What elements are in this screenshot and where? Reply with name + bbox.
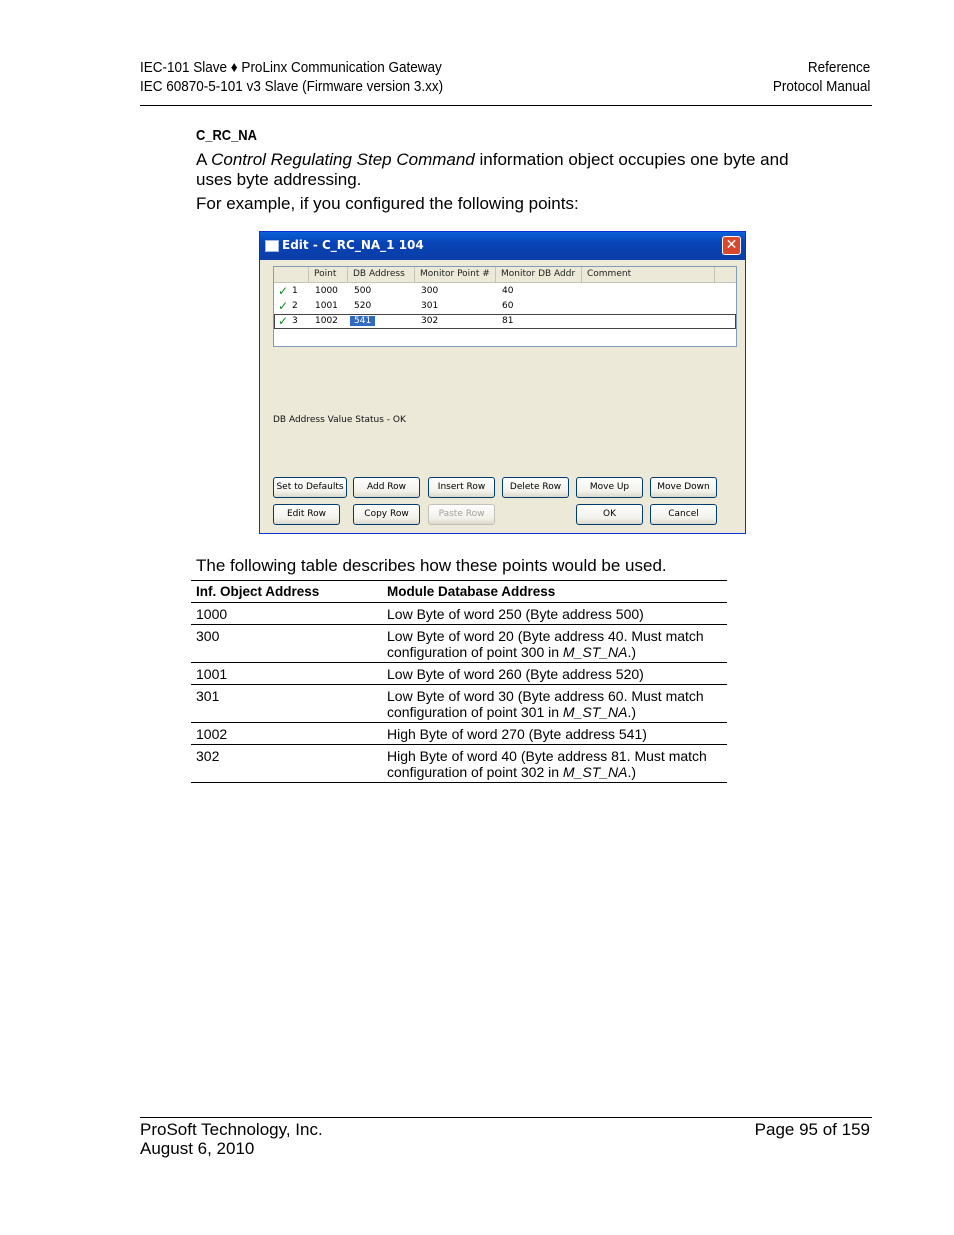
- check-icon: ✓: [278, 284, 289, 298]
- section-title: C_RC_NA: [196, 127, 257, 144]
- cell-monitor-point[interactable]: 300: [421, 286, 439, 296]
- db-address-status: DB Address Value Status - OK: [273, 415, 406, 425]
- cell-db-address[interactable]: 520: [354, 301, 372, 311]
- cell-inf-address: 1000: [196, 606, 228, 622]
- ok-button[interactable]: OK: [576, 504, 643, 525]
- cell-db-address[interactable]: 500: [354, 286, 372, 296]
- close-icon[interactable]: ✕: [722, 236, 741, 255]
- set-defaults-button[interactable]: Set to Defaults: [273, 477, 347, 498]
- table-row: [191, 685, 727, 723]
- cell-module-address: Low Byte of word 30 (Byte address 60. Must match configuration of point 301 in M_ST_NA.): [387, 688, 704, 720]
- table-row: [191, 625, 727, 663]
- grid-header-index: [274, 267, 309, 282]
- row-number: 2: [292, 301, 298, 311]
- cell-inf-address: 302: [196, 748, 220, 764]
- grid-row[interactable]: [274, 284, 736, 299]
- cell-monitor-db-addr[interactable]: 81: [502, 316, 514, 326]
- table-row: [191, 603, 727, 625]
- header-title-line2: IEC 60870-5-101 v3 Slave (Firmware version 3.xx): [140, 78, 444, 95]
- window-icon: [265, 240, 279, 252]
- header-reference: Reference: [807, 59, 870, 76]
- header-manual-name: Protocol Manual: [772, 78, 870, 95]
- table-row: [191, 745, 727, 783]
- header-inf-object-address: Inf. Object Address: [196, 584, 320, 599]
- insert-row-button[interactable]: Insert Row: [428, 477, 495, 498]
- footer-rule: [140, 1117, 872, 1118]
- cell-module-address: Low Byte of word 250 (Byte address 500): [387, 606, 644, 622]
- cancel-button[interactable]: Cancel: [650, 504, 717, 525]
- cell-module-address: Low Byte of word 20 (Byte address 40. Must match configuration of point 300 in M_ST_NA.): [387, 628, 704, 660]
- table-intro: The following table describes how these points would be used.: [196, 556, 667, 575]
- example-text: For example, if you configured the following points:: [196, 194, 579, 213]
- footer-company: ProSoft Technology, Inc.: [140, 1120, 323, 1139]
- grid-header-db-address[interactable]: DB Address: [348, 267, 415, 282]
- move-down-button[interactable]: Move Down: [650, 477, 717, 498]
- cell-db-address-selected[interactable]: [354, 314, 375, 329]
- delete-row-button[interactable]: Delete Row: [502, 477, 569, 498]
- dialog-title: Edit - C_RC_NA_1 104: [282, 238, 424, 252]
- add-row-button[interactable]: Add Row: [353, 477, 420, 498]
- edit-row-button[interactable]: Edit Row: [273, 504, 340, 525]
- grid-header-monitor-point[interactable]: Monitor Point #: [415, 267, 496, 282]
- footer-page-number: Page 95 of 159: [754, 1120, 870, 1139]
- grid-header: [274, 267, 736, 283]
- grid-header-comment[interactable]: Comment: [582, 267, 715, 282]
- header-rule: [140, 105, 872, 106]
- grid-row[interactable]: [274, 299, 736, 314]
- move-up-button[interactable]: Move Up: [576, 477, 643, 498]
- cell-inf-address: 300: [196, 628, 220, 644]
- cell-monitor-db-addr[interactable]: 40: [502, 286, 514, 296]
- cell-module-address: High Byte of word 40 (Byte address 81. Must match configuration of point 302 in M_ST_NA.): [387, 748, 707, 780]
- row-number: 3: [292, 316, 298, 326]
- check-icon: ✓: [278, 314, 289, 328]
- points-grid[interactable]: [273, 266, 737, 347]
- cell-monitor-db-addr[interactable]: 60: [502, 301, 514, 311]
- header-module-database-address: Module Database Address: [387, 584, 556, 599]
- points-description-table: [191, 580, 727, 783]
- cell-monitor-point[interactable]: 302: [421, 316, 439, 326]
- cell-point[interactable]: 1000: [315, 286, 338, 296]
- cell-point[interactable]: 1002: [315, 316, 338, 326]
- selected-value: 541: [350, 316, 375, 326]
- table-header-row: [191, 581, 727, 603]
- cell-monitor-point[interactable]: 301: [421, 301, 439, 311]
- edit-dialog: [259, 231, 746, 534]
- cell-module-address: Low Byte of word 260 (Byte address 520): [387, 666, 644, 682]
- cell-inf-address: 1002: [196, 726, 228, 742]
- cell-inf-address: 301: [196, 688, 220, 704]
- grid-header-monitor-db-addr[interactable]: Monitor DB Addr: [496, 267, 582, 282]
- grid-header-point[interactable]: Point: [309, 267, 348, 282]
- check-icon: ✓: [278, 299, 289, 313]
- intro-paragraph-line1: A Control Regulating Step Command information object occupies one byte and: [196, 150, 789, 169]
- cell-point[interactable]: 1001: [315, 301, 338, 311]
- paste-row-button[interactable]: Paste Row: [428, 504, 495, 525]
- table-row: [191, 723, 727, 745]
- grid-row-selected[interactable]: [274, 314, 736, 329]
- footer-date: August 6, 2010: [140, 1139, 255, 1158]
- cell-inf-address: 1001: [196, 666, 228, 682]
- intro-paragraph-line2: uses byte addressing.: [196, 170, 362, 189]
- row-number: 1: [292, 286, 298, 296]
- header-title-line1: IEC-101 Slave ♦ ProLinx Communication Gateway: [140, 59, 442, 76]
- table-row: [191, 663, 727, 685]
- copy-row-button[interactable]: Copy Row: [353, 504, 420, 525]
- dialog-title-bar[interactable]: [260, 232, 745, 260]
- cell-module-address: High Byte of word 270 (Byte address 541): [387, 726, 647, 742]
